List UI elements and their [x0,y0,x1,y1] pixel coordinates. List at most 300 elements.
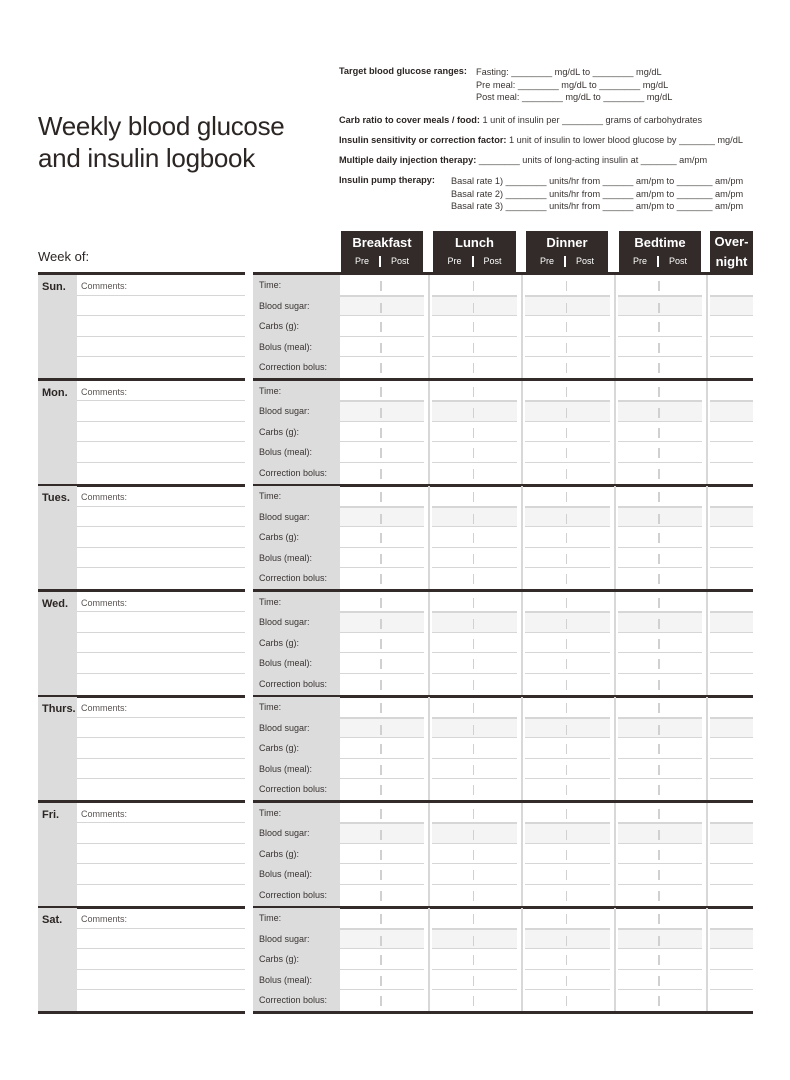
pre-post-divider [473,322,475,332]
pre-post-divider [380,322,382,332]
pre-post-divider [658,785,660,795]
mdi-label: Multiple daily injection therapy: [339,155,477,165]
entry-cell[interactable] [618,823,702,844]
entry-cell[interactable] [525,568,610,589]
comments-line[interactable] [77,296,245,317]
entry-cell[interactable] [340,612,424,633]
pre-post-divider [380,448,382,458]
header-lunch [433,231,516,273]
header-dinner [526,231,608,273]
entry-cell[interactable] [525,337,610,358]
carb-ratio-label: Carb ratio to cover meals / food: [339,115,480,125]
comments-line[interactable] [77,316,245,337]
entry-cell[interactable] [710,929,753,950]
entry-cell[interactable] [432,990,517,1011]
entry-cell[interactable] [432,970,517,991]
comments-line[interactable] [77,486,245,507]
entry-cell[interactable] [432,337,517,358]
entry-cell[interactable] [618,844,702,865]
entry-cell[interactable] [618,885,702,906]
entry-cell[interactable] [710,463,753,484]
entry-cell[interactable] [618,463,702,484]
comments-area[interactable] [77,697,245,800]
comments-line[interactable] [77,738,245,759]
entry-cell[interactable] [618,357,702,378]
comments-line[interactable] [77,803,245,824]
entry-cell[interactable] [432,592,517,613]
entry-cell[interactable] [618,759,702,780]
entry-cell[interactable] [618,527,702,548]
entry-cell[interactable] [432,548,517,569]
entry-cell[interactable] [525,442,610,463]
day-label: Tues. [38,486,77,589]
entry-cell[interactable] [618,864,702,885]
entry-cell[interactable] [710,674,753,695]
row-label-blood-sugar: Blood sugar: [259,828,310,839]
entry-cell[interactable] [525,697,610,718]
pre-post-divider [380,533,382,543]
entry-cell[interactable] [525,908,610,929]
entry-column-lunch [429,592,522,695]
entry-cell[interactable] [340,844,424,865]
entry-cell[interactable] [710,527,753,548]
comments-line[interactable] [77,357,245,378]
comments-line[interactable] [77,759,245,780]
entry-cell[interactable] [525,885,610,906]
comments-line[interactable] [77,337,245,358]
entry-cell[interactable] [340,864,424,885]
entry-cell[interactable] [710,844,753,865]
pre-post-divider [658,996,660,1006]
pre-post-divider [473,639,475,649]
entry-cell[interactable] [525,422,610,443]
entry-cell[interactable] [618,592,702,613]
entry-cell[interactable] [710,275,753,296]
entry-cell[interactable] [618,275,702,296]
entry-cell[interactable] [340,442,424,463]
row-label-time: Time: [259,280,282,290]
entry-cell[interactable] [340,674,424,695]
entry-cell[interactable] [432,401,517,422]
entry-cell[interactable] [525,929,610,950]
entry-cell[interactable] [710,381,753,402]
entry-cell[interactable] [710,970,753,991]
entry-cell[interactable] [432,422,517,443]
entry-cell[interactable] [710,990,753,1011]
entry-cell[interactable] [618,633,702,654]
entry-cell[interactable] [525,823,610,844]
header-pre: Pre [354,256,369,266]
entry-cell[interactable] [340,653,424,674]
entry-cell[interactable] [340,422,424,443]
entry-cell[interactable] [618,401,702,422]
entry-cell[interactable] [618,697,702,718]
pre-post-divider [566,363,568,373]
entry-cell[interactable] [340,592,424,613]
entry-cell[interactable] [618,296,702,317]
entry-cell[interactable] [710,823,753,844]
entry-cell[interactable] [710,548,753,569]
entry-column-overnight [707,381,753,484]
pre-post-divider [658,554,660,564]
entry-cell[interactable] [710,653,753,674]
pre-post-divider [658,680,660,690]
pre-post-divider [473,619,475,629]
entry-cell[interactable] [710,357,753,378]
entry-cell[interactable] [710,316,753,337]
pre-post-divider [658,492,660,502]
comments-line[interactable] [77,823,245,844]
row-label-bolus-meal: Bolus (meal): [259,447,313,458]
entry-cell[interactable] [525,296,610,317]
comments-line[interactable] [77,381,245,402]
row-labels [253,381,337,484]
entry-cell[interactable] [432,759,517,780]
entry-cell[interactable] [432,507,517,528]
pre-post-divider [658,281,660,291]
entry-cell[interactable] [618,929,702,950]
pre-post-divider [566,870,568,880]
entry-cell[interactable] [710,908,753,929]
entry-cell[interactable] [618,507,702,528]
entry-cell[interactable] [432,612,517,633]
entry-cell[interactable] [340,381,424,402]
entry-cell[interactable] [618,612,702,633]
entry-cell[interactable] [340,885,424,906]
entry-cell[interactable] [432,949,517,970]
comments-line[interactable] [77,970,245,991]
pre-post-divider [658,765,660,775]
pre-post-divider [473,955,475,965]
entry-cell[interactable] [618,990,702,1011]
entry-cell[interactable] [710,401,753,422]
pre-post-divider [380,303,382,313]
pre-post-divider [566,659,568,669]
entry-cell[interactable] [525,507,610,528]
comments-line[interactable] [77,718,245,739]
entry-column-dinner [522,592,615,695]
entry-cell[interactable] [525,990,610,1011]
entry-cell[interactable] [525,316,610,337]
entry-cell[interactable] [340,401,424,422]
entry-cell[interactable] [432,674,517,695]
entry-cell[interactable] [525,527,610,548]
comments-line[interactable] [77,885,245,906]
entry-cell[interactable] [618,803,702,824]
entry-cell[interactable] [618,548,702,569]
pre-post-divider [380,996,382,1006]
entry-cell[interactable] [618,422,702,443]
target-ranges-label: Target blood glucose ranges: [339,66,467,76]
entry-cell[interactable] [340,316,424,337]
entry-cell[interactable] [525,381,610,402]
entry-cell[interactable] [432,929,517,950]
row-label-bolus-meal: Bolus (meal): [259,658,313,669]
comments-line[interactable] [77,990,245,1011]
entry-cell[interactable] [525,759,610,780]
comments-line[interactable] [77,612,245,633]
pre-post-divider [566,574,568,584]
day-label: Wed. [38,592,77,695]
entry-cell[interactable] [340,633,424,654]
entry-cell[interactable] [340,337,424,358]
entry-column-breakfast [337,381,429,484]
comments-area[interactable] [77,908,245,1011]
pre-post-divider [658,870,660,880]
entry-cell[interactable] [618,442,702,463]
entry-cell[interactable] [710,864,753,885]
comments-area[interactable] [77,486,245,589]
entry-cell[interactable] [432,885,517,906]
entry-cell[interactable] [618,718,702,739]
comments-line[interactable] [77,949,245,970]
entry-cell[interactable] [525,357,610,378]
entry-cell[interactable] [525,674,610,695]
comments-line[interactable] [77,633,245,654]
entry-cell[interactable] [525,612,610,633]
entry-cell[interactable] [525,592,610,613]
pre-post-divider [658,469,660,479]
pre-post-divider [658,850,660,860]
row-labels [253,803,337,906]
entry-cell[interactable] [525,949,610,970]
entry-cell[interactable] [710,592,753,613]
comments-line[interactable] [77,568,245,589]
entry-cell[interactable] [432,316,517,337]
day-block-fri [0,803,790,909]
entry-cell[interactable] [618,908,702,929]
comments-line[interactable] [77,864,245,885]
comments-area[interactable] [77,381,245,484]
entry-cell[interactable] [710,738,753,759]
entry-cell[interactable] [340,275,424,296]
comments-line[interactable] [77,844,245,865]
comments-line[interactable] [77,527,245,548]
pre-post-divider [380,891,382,901]
pre-post-divider [473,281,475,291]
entry-cell[interactable] [525,463,610,484]
pre-post-divider [380,976,382,986]
entry-cell[interactable] [525,779,610,800]
entry-cell[interactable] [618,949,702,970]
pre-post-divider [566,514,568,524]
pre-post-divider [658,619,660,629]
pre-post-divider [658,408,660,418]
comments-line[interactable] [77,653,245,674]
entry-cell[interactable] [340,779,424,800]
entry-cell[interactable] [432,527,517,548]
pre-post-divider [473,765,475,775]
entry-cell[interactable] [340,486,424,507]
row-label-bolus-meal: Bolus (meal): [259,974,313,985]
comments-line[interactable] [77,592,245,613]
entry-cell[interactable] [340,759,424,780]
day-block-sat [0,908,790,1014]
entry-cell[interactable] [618,779,702,800]
entry-cell[interactable] [618,738,702,759]
entry-cell[interactable] [525,844,610,865]
entry-cell[interactable] [710,612,753,633]
entry-cell[interactable] [525,275,610,296]
pre-post-divider [473,448,475,458]
row-labels [253,486,337,589]
comments-area[interactable] [77,275,245,378]
entry-cell[interactable] [710,568,753,589]
pre-post-divider [473,785,475,795]
entry-cell[interactable] [618,486,702,507]
row-label-time: Time: [259,385,282,396]
entry-cell[interactable] [340,548,424,569]
entry-cell[interactable] [618,316,702,337]
entry-cell[interactable] [340,507,424,528]
entry-cell[interactable] [432,381,517,402]
entry-cell[interactable] [618,568,702,589]
comments-line[interactable] [77,697,245,718]
pre-post-divider [658,744,660,754]
entry-cell[interactable] [710,442,753,463]
target-premeal: Pre meal: ________ mg/dL to ________ mg/dL [476,79,669,90]
entry-cell[interactable] [710,803,753,824]
entry-cell[interactable] [432,486,517,507]
entry-cell[interactable] [340,970,424,991]
pre-post-divider [658,955,660,965]
pump-label: Insulin pump therapy: [339,175,435,185]
entry-column-bedtime [615,592,707,695]
entry-cell[interactable] [525,738,610,759]
entry-cell[interactable] [525,718,610,739]
entry-column-bedtime [615,381,707,484]
comments-area[interactable] [77,803,245,906]
entry-cell[interactable] [710,949,753,970]
entry-cell[interactable] [525,486,610,507]
entry-cell[interactable] [340,463,424,484]
entry-cell[interactable] [340,296,424,317]
comments-line[interactable] [77,779,245,800]
entry-cell[interactable] [432,442,517,463]
entry-cell[interactable] [432,296,517,317]
entry-cell[interactable] [710,507,753,528]
entry-cell[interactable] [525,864,610,885]
comments-label: Comments: [81,808,128,819]
comments-area[interactable] [77,592,245,695]
entry-cell[interactable] [340,929,424,950]
divider [337,803,340,906]
entry-cell[interactable] [618,674,702,695]
entry-cell[interactable] [340,357,424,378]
entry-cell[interactable] [340,527,424,548]
entry-cell[interactable] [710,486,753,507]
pre-post-divider [566,703,568,713]
entry-cell[interactable] [432,738,517,759]
entry-column-breakfast [337,275,429,378]
row-label-time: Time: [259,913,282,923]
week-of-label: Week of: [38,249,90,264]
comments-line[interactable] [77,908,245,929]
entry-cell[interactable] [525,653,610,674]
entry-cell[interactable] [340,697,424,718]
comments-line[interactable] [77,548,245,569]
entry-cell[interactable] [432,823,517,844]
row-label-time: Time: [259,702,282,712]
comments-line[interactable] [77,422,245,443]
entry-cell[interactable] [340,738,424,759]
entry-cell[interactable] [432,908,517,929]
comments-line[interactable] [77,507,245,528]
entry-cell[interactable] [618,381,702,402]
entry-cell[interactable] [432,633,517,654]
entry-cell[interactable] [710,697,753,718]
entry-cell[interactable] [340,949,424,970]
entry-cell[interactable] [525,633,610,654]
header-pre: Pre [632,256,647,266]
entry-cell[interactable] [525,401,610,422]
entry-cell[interactable] [340,908,424,929]
comments-line[interactable] [77,401,245,422]
comments-line[interactable] [77,674,245,695]
entry-cell[interactable] [710,633,753,654]
entry-cell[interactable] [340,823,424,844]
pre-post-divider [658,322,660,332]
entry-cell[interactable] [710,422,753,443]
pre-post-divider [658,428,660,438]
entry-cell[interactable] [525,970,610,991]
pre-post-divider [658,830,660,840]
pre-post-divider [473,469,475,479]
pre-post-divider [566,680,568,690]
entry-cell[interactable] [710,296,753,317]
entry-cell[interactable] [432,844,517,865]
entry-cell[interactable] [618,653,702,674]
row-label-time: Time: [259,596,282,607]
comments-line[interactable] [77,275,245,296]
divider [379,256,381,267]
entry-cell[interactable] [432,357,517,378]
entry-column-lunch [429,803,522,906]
entry-column-overnight [707,803,753,906]
entry-cell[interactable] [710,718,753,739]
entry-cell[interactable] [432,568,517,589]
comments-line[interactable] [77,463,245,484]
entry-cell[interactable] [340,568,424,589]
entry-cell[interactable] [432,697,517,718]
entry-cell[interactable] [432,463,517,484]
entry-cell[interactable] [432,864,517,885]
entry-cell[interactable] [340,990,424,1011]
entry-cell[interactable] [710,337,753,358]
comments-line[interactable] [77,442,245,463]
pre-post-divider [380,387,382,397]
entry-cell[interactable] [618,970,702,991]
entry-cell[interactable] [432,275,517,296]
entry-cell[interactable] [432,653,517,674]
entry-cell[interactable] [432,803,517,824]
entry-cell[interactable] [525,803,610,824]
entry-cell[interactable] [432,779,517,800]
day-label: Fri. [38,803,77,906]
entry-cell[interactable] [432,718,517,739]
entry-cell[interactable] [525,548,610,569]
entry-cell[interactable] [618,337,702,358]
entry-cell[interactable] [710,779,753,800]
entry-cell[interactable] [710,885,753,906]
pre-post-divider [380,363,382,373]
entry-cell[interactable] [340,803,424,824]
entry-cell[interactable] [710,759,753,780]
pre-post-divider [380,619,382,629]
day-label: Mon. [38,381,77,484]
comments-line[interactable] [77,929,245,950]
entry-cell[interactable] [340,718,424,739]
